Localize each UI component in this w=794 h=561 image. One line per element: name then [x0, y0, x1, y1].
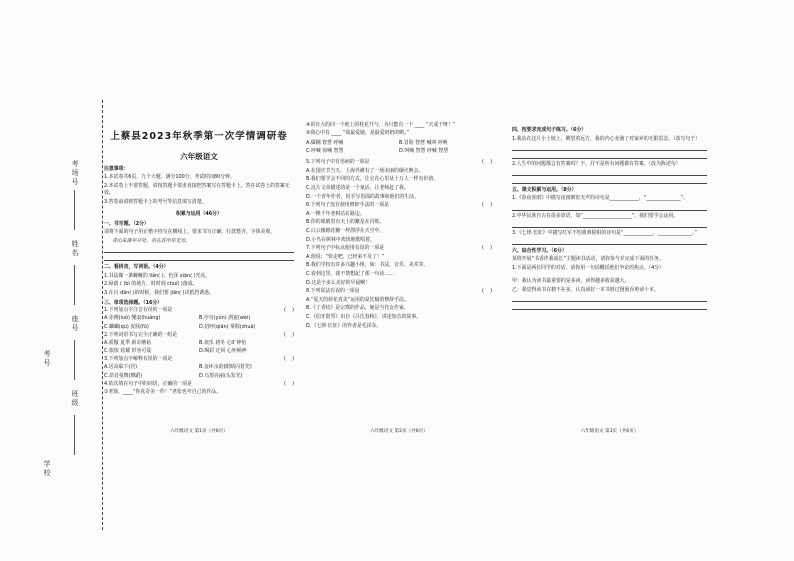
answer-line — [512, 296, 707, 302]
option: B.我们学校有许多兴趣小组，如：书法、音乐、美术等。 — [306, 262, 429, 269]
page-footer: 六年级语文 第1页（共6页） — [170, 429, 228, 434]
q5-item: 2.中华民族自古有很多谚语，如“____________________”，我们要学会运用。 — [512, 212, 679, 219]
option: B.《丁香结》是宗璞的作品，她是当代女作家。 — [306, 305, 409, 312]
intro-line: ⑤我心中有 ____ “我最爱她，是最爱奶奶的哟。” — [306, 130, 410, 137]
binding-blank — [74, 415, 75, 455]
answer-line — [104, 247, 294, 253]
q5-item: 1.《春夜喜雨》中描写夜雨细密无声的诗句是____________，“______________”。 — [512, 195, 689, 202]
option: D.小鸟在树林中欢快地歌唱着。 — [306, 236, 375, 243]
exam-title: 上蔡县2023年秋季第一次学情调研卷 — [110, 131, 288, 142]
binding-blank — [74, 340, 75, 380]
question-stem: 7.下列句子中标点使用有误的一项是 ( ) — [306, 245, 492, 252]
option: D.这是个多么美好的早晨啊！ — [306, 279, 371, 286]
question-stem: 2.下列词语书写完全正确的一组是 ( ) — [104, 331, 294, 338]
answer-line — [512, 145, 707, 151]
option: D.一个青年作者，用手写里面的故事和他们的生活。 — [306, 193, 419, 200]
q6-text: 某班开展“书香伴我成长”主题读书活动，请你参与并完成下面的任务。 — [512, 256, 664, 263]
q5-item: 3.《七律·长征》中描写红军不怕艰难险阻的诗句是“____________，______________。” — [512, 229, 697, 236]
option: A.他说：“快走吧，已经来不及了！” — [306, 253, 385, 260]
question-stem: 6.下列句子没有使用修辞手法的一项是 ( ) — [306, 202, 492, 209]
question-options: A.赤裸(luǒ) 懂浪(huàng) B.亭匀(yún) 酒宴(wèi) C.蛐蛐(qū) 皮肤(fū) D.招呼(qiān) 掌握(zhuā) — [104, 315, 256, 330]
option: A.一棵千年老树站在路边。 — [306, 210, 365, 217]
q2-heading: 二、看拼音，写词语。（4分） — [104, 264, 169, 271]
notes-item: 3.答卷前请将答题卡上的考号等信息填写清楚。 — [104, 198, 207, 205]
answer-line — [104, 255, 294, 261]
option: C.这片文章描述的是一个童话，让老师赶了我。 — [306, 184, 409, 191]
option: A.“夏天的荷花真美”运用的是比喻的修辞手法。 — [306, 296, 409, 303]
option: B.我们要学会不同的方式，让它在心里从十万人一样有价值。 — [306, 176, 439, 183]
binding-cut-line — [102, 100, 103, 530]
answer-line — [512, 170, 707, 176]
answer-line — [512, 222, 707, 228]
binding-field-class: 班级 — [71, 390, 79, 408]
binding-field-exam-number: 考号 — [43, 350, 51, 368]
binding-field-exam-room: 考场号 — [71, 160, 79, 187]
page-3-column — [512, 124, 707, 312]
option: A.在国庆节当天，上海外滩有了一场美丽的烟火晚会。 — [306, 167, 424, 174]
question-stem: 8.下列说法有误的一项是 ( ) — [306, 288, 492, 295]
q3-heading: 三、单项选择题。（16分） — [104, 300, 163, 307]
question-stem: 1.下列加点字注音有误的一项是 ( ) — [104, 307, 294, 314]
binding-blank — [74, 265, 75, 305]
binding-field-seat: 座号 — [71, 315, 79, 333]
q6-item: 1.下面是两位同学的对话，请你用一句话概括他们争论的焦点。（4分） — [512, 264, 665, 271]
q4-heading: 四、按要求完成句子练习。（6分） — [512, 127, 587, 133]
q1-heading: 一、书写题。（2分） — [104, 220, 149, 227]
question-stem: 4.依次填在句子中的词语，正确的一项是 ( ) — [104, 380, 294, 387]
q6-heading: 六、综合性学习。（6分） — [512, 247, 567, 254]
page-1-column — [104, 98, 294, 398]
binding-field-name: 姓名 — [71, 240, 79, 258]
part-label: 积累与运用（46分） — [176, 210, 222, 217]
dialogue-line: 乙：我觉得读书在精不在多，认真读好一本书胜过囫囵吞枣读十本。 — [512, 286, 659, 293]
page-footer: 六年级语文 第2页（共6页） — [370, 429, 428, 434]
binding-margin — [14, 100, 100, 530]
exam-subject: 六年级语文 — [180, 151, 218, 161]
q4-item: 2.人生中的问题都会有答案吗？不，并不是所有问题都有答案。（改为陈述句） — [512, 160, 681, 167]
dialogue-line: 甲：我认为读书最重要的是多读，读得越多收获越大。 — [512, 278, 630, 285]
q2-line: 3.在百 dān( )的时候，我们要 jiān( )决抵挡诱惑。 — [104, 289, 214, 296]
q4-item: 1.我站在这片小土坡上，眺望着远方，我的内心充满了对家乡的无限思念。（改写句子） — [512, 135, 701, 142]
page-footer: 六年级语文 第3页（共6页） — [580, 429, 639, 434]
answer-line — [512, 153, 707, 159]
option: B.你的眼睛里有天上的繁星在闪烁。 — [306, 219, 385, 226]
question-options: ①老徐，____“你真奇美一件！”老张也夸自己的作品。 — [104, 389, 222, 396]
q2-line: 1.书法像一条蜿蜒的 lián( )，色泽 xiān( )光亮， — [104, 272, 211, 279]
intro-line: ④讲有大的同一个地上的桂花开与，为只能有一个 ____ “天成千呀！” — [306, 121, 456, 128]
answer-line — [512, 304, 707, 310]
binding-field-school: 学校 — [43, 460, 51, 478]
answer-line — [512, 178, 707, 184]
question-options: A.爆棚 智慧 呼喊 B.冒险 智慧 喊叫 呼唤 C.呼喊 惊喊 智慧 D.叫喊 智慧 呼喊 智慧 — [306, 139, 449, 155]
q5-heading: 五、课文积累与运用。（8分） — [512, 186, 577, 193]
notes-heading: 注意事项： — [104, 165, 129, 172]
q1-sentence: 青山朱漆半开处，乐在其中乐无穷。 — [112, 238, 191, 245]
question-stem: 5.下列句子中有语病的一项是 ( ) — [306, 159, 492, 166]
option: C.白云像棉花糖一样漂浮在天空中。 — [306, 228, 385, 234]
binding-blank — [74, 190, 75, 230]
option: C.看到这里，我不禁想起了那一句话…… — [306, 271, 395, 278]
question-options: A.骄傲 夏季 新奇蘑菇 B.欢乐 初冬 心旷神怡 C.依依 炫耀 形容可爱 D.喝彩 迂回 心怀畅神 — [104, 339, 247, 355]
question-options: A.居高临下(居) B.金环余韵(眼睛闪着光) C.昂首曼舞(舞蹈) D.乌黑亮丽(头发光) — [104, 364, 252, 379]
page-2-column — [306, 120, 492, 331]
answer-line — [512, 239, 707, 245]
question-stem: 3.下列加点字解释有误的一项是 ( ) — [104, 356, 294, 363]
q2-line: 2.绿荫 ( )bì 的地方，时时刻 chuí( )落成， — [104, 281, 198, 288]
option: C.《伯牙鼓琴》出自《吕氏春秋》，讲述知音的故事。 — [306, 314, 422, 321]
notes-item: 1.本试卷共6页，九个大题，满分100分，考试时间80分钟。 — [104, 174, 235, 181]
option: D.《七律·长征》的作者是毛泽东。 — [306, 322, 382, 329]
notes-item: 2.本试卷上不要答题，请按答题卡要求直接把答案写在答题卡上，答在试卷上的答案无效。 — [104, 182, 290, 196]
q1-text: 请将下面的句子用正楷字抄写在横线上，要求书写正确、行款整齐、字体美观。 — [104, 229, 276, 236]
answer-line — [512, 205, 707, 211]
